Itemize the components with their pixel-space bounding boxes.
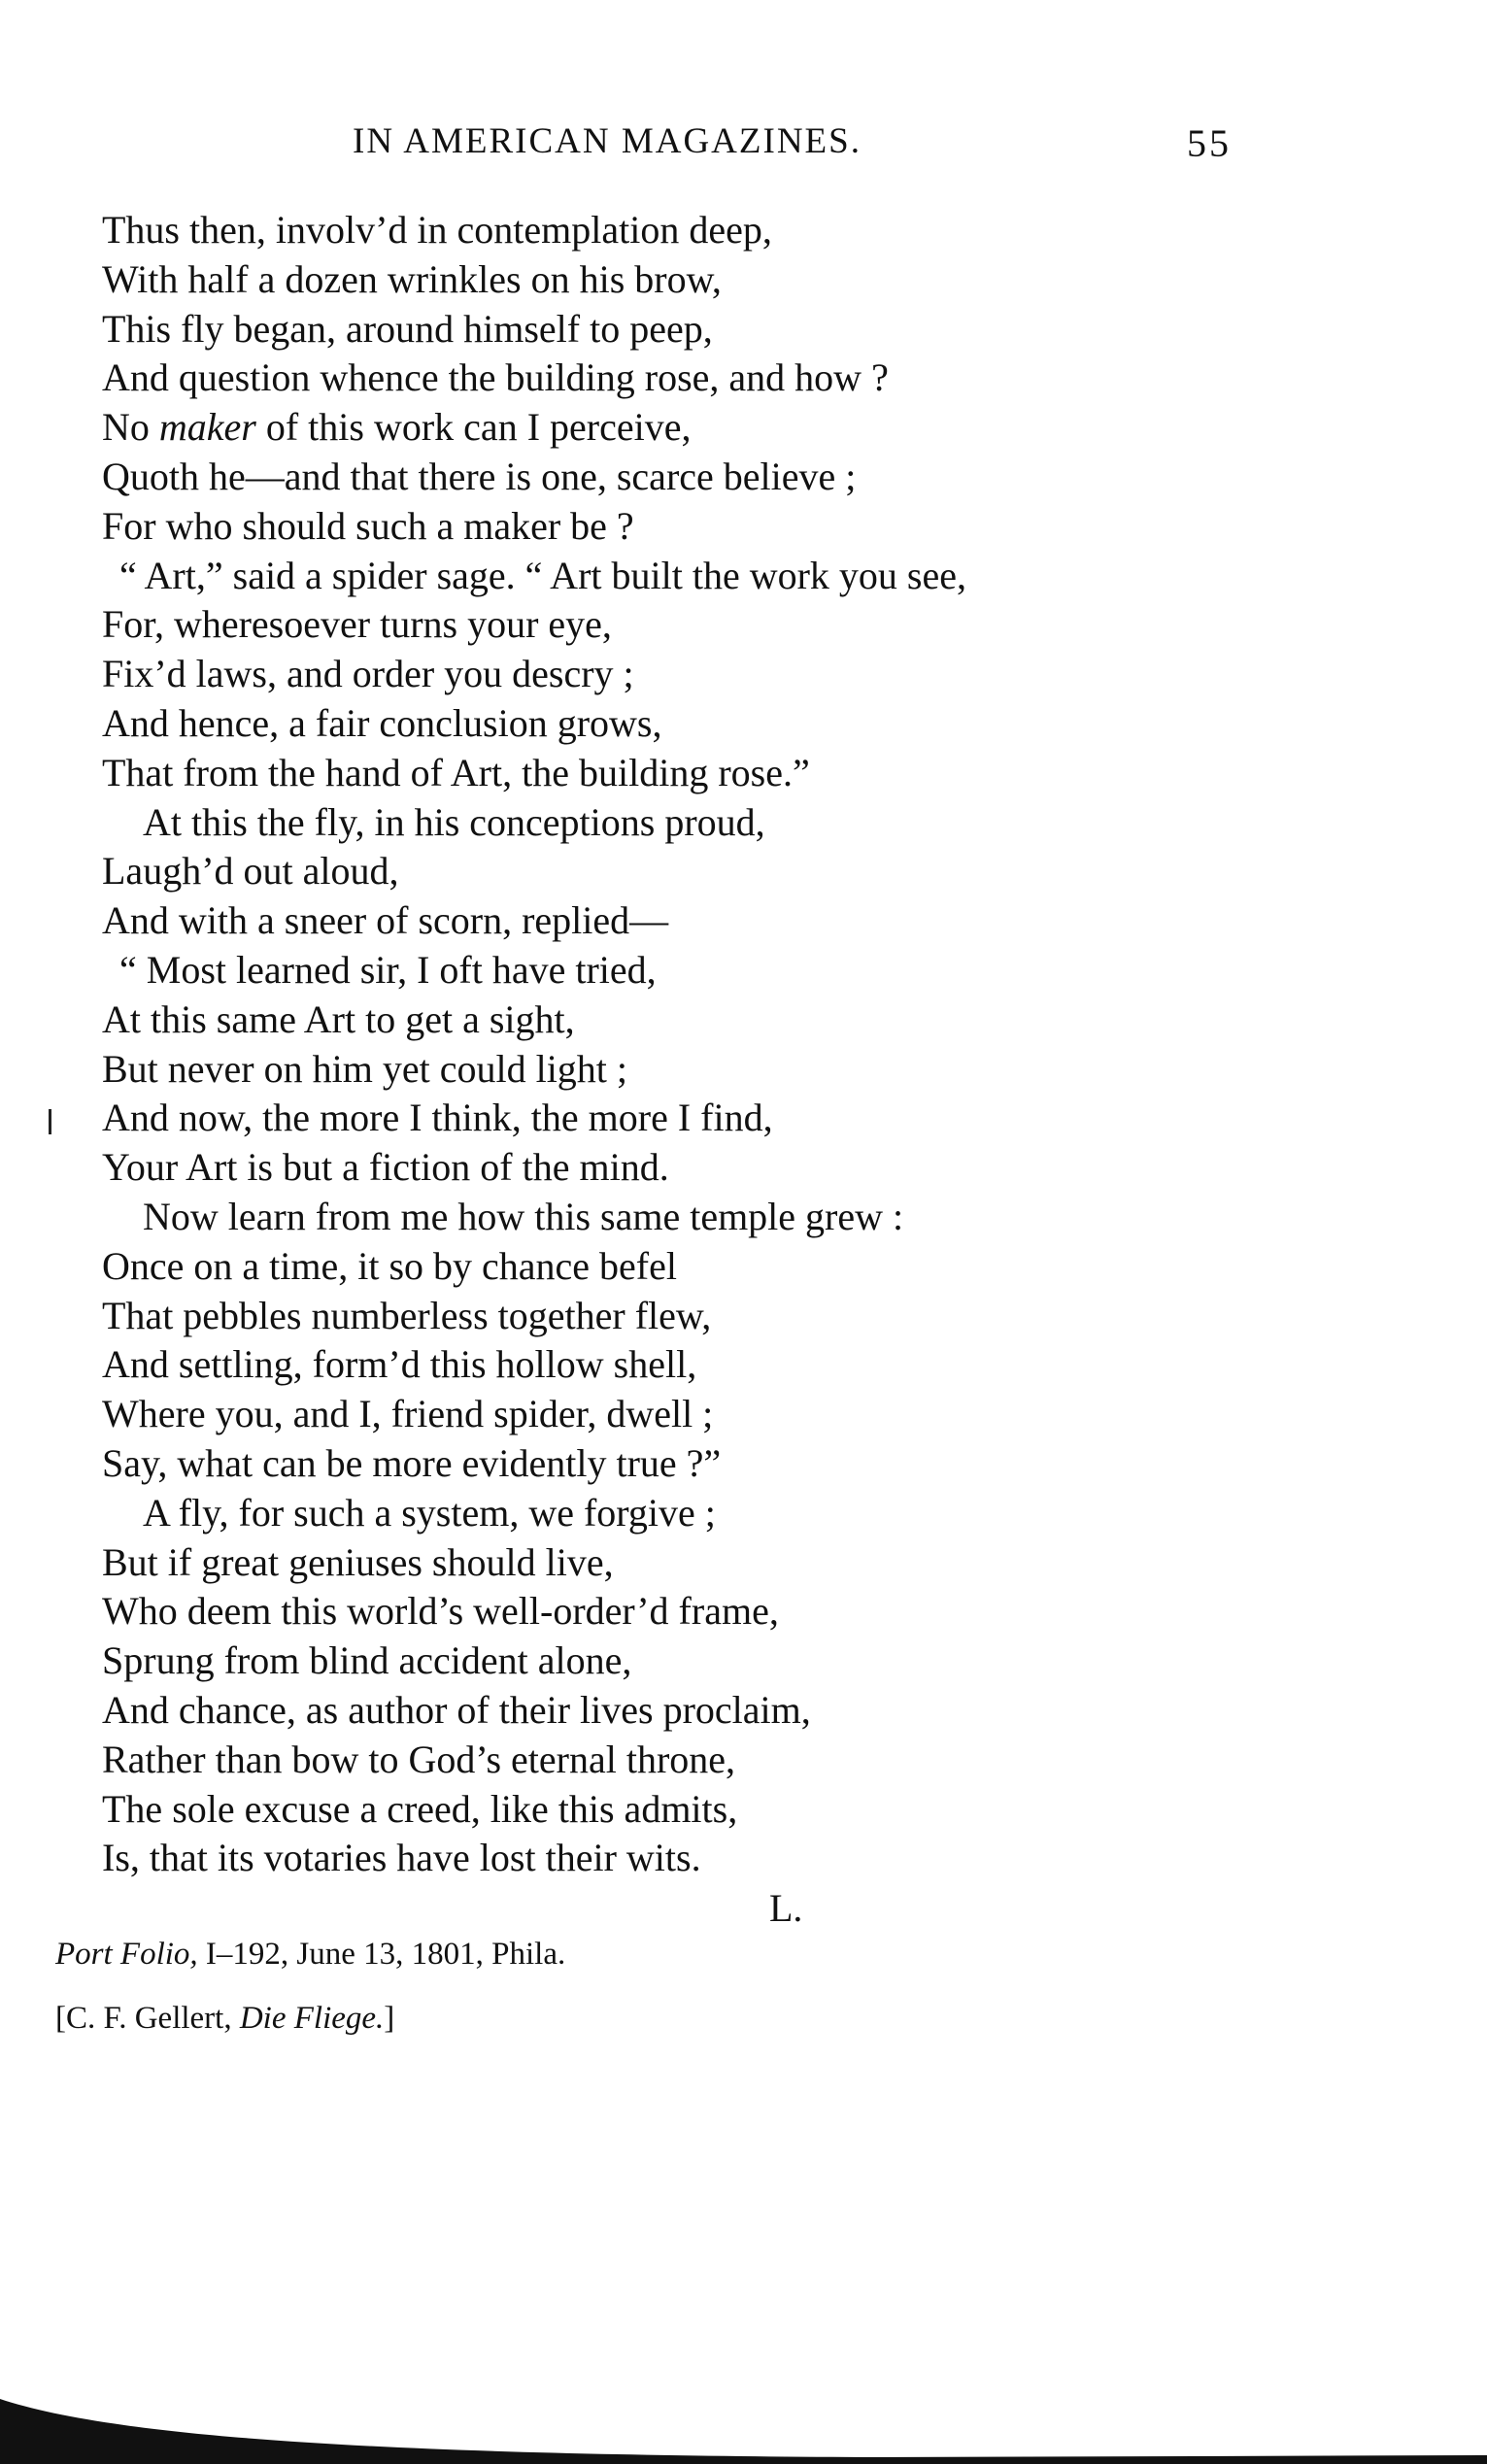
poem-line: But never on him yet could light ; [102, 1046, 628, 1091]
poem-line: That pebbles numberless together flew, [102, 1293, 712, 1337]
poem-line: Now learn from me how this same temple grew : [143, 1194, 904, 1238]
source-citation [55, 1937, 565, 1973]
italic-word: maker [158, 405, 256, 450]
poem-line: This fly began, around himself to peep, [102, 306, 713, 351]
attribution-work: Die Fliege. [239, 2001, 385, 2036]
signature: L. [769, 1886, 803, 1930]
poem-line: For who should such a maker be ? [102, 503, 634, 548]
poem-line: Laugh’d out aloud, [102, 849, 399, 894]
attribution-author: [C. F. Gellert, [55, 2001, 240, 2036]
poem-line: And chance, as author of their lives proclaim, [102, 1687, 811, 1732]
poem-line: Once on a time, it so by chance befel [102, 1243, 677, 1288]
poem-line: But if great geniuses should live, [102, 1539, 614, 1584]
poem-line: And question whence the building rose, and how ? [102, 355, 889, 400]
source-details: I–192, June 13, 1801, Phila. [197, 1937, 566, 1972]
poem-line: And now, the more I think, the more I find, [102, 1096, 773, 1140]
poem-line: Where you, and I, friend spider, dwell ; [102, 1392, 714, 1436]
poem-line: For, wheresoever turns your eye, [102, 602, 612, 647]
poem-line: Who deem this world’s well-order’d frame, [102, 1589, 779, 1634]
poem-body [102, 206, 1442, 1883]
attribution [55, 2001, 394, 2037]
poem-line: “ Most learned sir, I oft have tried, [119, 947, 657, 992]
poem-line: And hence, a fair conclusion grows, [102, 700, 662, 745]
poem-line-part: No [102, 405, 159, 450]
poem-line [102, 403, 1442, 453]
poem-line: And settling, form’d this hollow shell, [102, 1342, 697, 1387]
poem-line: With half a dozen wrinkles on his brow, [102, 256, 722, 301]
poem-line: Thus then, involv’d in contemplation deep, [102, 208, 772, 252]
poem-line: “ Art,” said a spider sage. “ Art built the work you see, [119, 553, 966, 597]
source-title: Port Folio, [55, 1937, 198, 1972]
attribution-close: ] [384, 2001, 395, 2036]
poem-line: Is, that its votaries have lost their wits. [102, 1836, 701, 1880]
running-title: IN AMERICAN MAGAZINES. [353, 121, 862, 161]
margin-mark [49, 1109, 51, 1134]
poem-line: That from the hand of Art, the building rose.” [102, 750, 810, 794]
poem-line: Rather than bow to God’s eternal throne, [102, 1737, 736, 1781]
page-number: 55 [1187, 121, 1232, 165]
poem-line: At this same Art to get a sight, [102, 996, 575, 1041]
poem-line: Fix’d laws, and order you descry ; [102, 652, 634, 696]
poem-line: Say, what can be more evidently true ?” [102, 1440, 722, 1485]
poem-line: The sole excuse a creed, like this admits, [102, 1786, 738, 1831]
poem-line: A fly, for such a system, we forgive ; [143, 1490, 716, 1535]
poem-line: At this the fly, in his conceptions proud, [143, 799, 765, 844]
poem-line: And with a sneer of scorn, replied— [102, 898, 669, 943]
poem-line-part: of this work can I perceive, [255, 405, 692, 450]
poem-line: Quoth he—and that there is one, scarce believe ; [102, 454, 857, 498]
poem-line: Sprung from blind accident alone, [102, 1638, 632, 1683]
page-bottom-edge [0, 2399, 1487, 2464]
poem-line: Your Art is but a fiction of the mind. [102, 1145, 669, 1190]
